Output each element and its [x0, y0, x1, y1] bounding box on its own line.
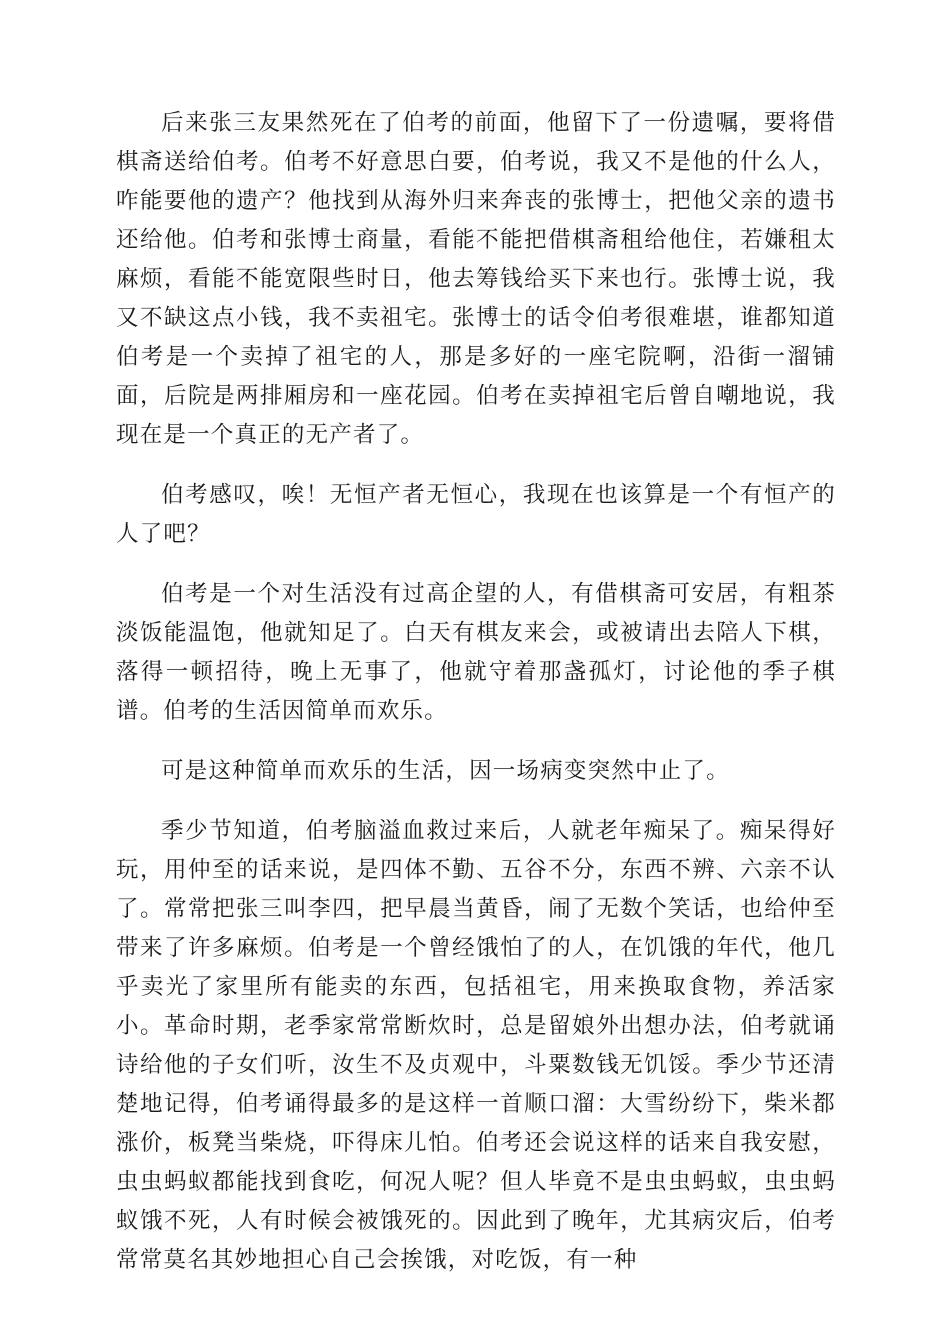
paragraph-1: 后来张三友果然死在了伯考的前面，他留下了一份遗嘱，要将借棋斋送给伯考。伯考不好意思白要，伯考说，我又不是他的什么人，咋能要他的遗产？他找到从海外归来奔丧的张博士，把他父亲的遗书还给他。伯考和张博士商量，看能不能把借棋斋租给他住，若嫌租太麻烦，看能不能宽限些时日，他去筹钱给买下来也行。张博士说，我又不缺这点小钱，我不卖祖宅。张博士的话令伯考很难堪，谁都知道伯考是一个卖掉了祖宅的人，那是多好的一座宅院啊，沿街一溜铺面，后院是两排厢房和一座花园。伯考在卖掉祖宅后曾自嘲地说，我现在是一个真正的无产者了。 [116, 110, 836, 448]
paragraph-2: 伯考感叹，唉！无恒产者无恒心，我现在也该算是一个有恒产的人了吧？ [116, 482, 836, 547]
paragraph-5: 季少节知道，伯考脑溢血救过来后，人就老年痴呆了。痴呆得好玩，用仲至的话来说，是四体不勤、五谷不分，东西不辨、六亲不认了。常常把张三叫李四，把早晨当黄昏，闹了无数个笑话，也给仲至带来了许多麻烦。伯考是一个曾经饿怕了的人，在饥饿的年代，他几乎卖光了家里所有能卖的东西，包括祖宅，用来换取食物，养活家小。革命时期，老季家常常断炊时，总是留娘外出想办法，伯考就诵诗给他的子女们听，汝生不及贞观中，斗粟数钱无饥馁。季少节还清楚地记得，伯考诵得最多的是这样一首顺口溜：大雪纷纷下，柴米都涨价，板凳当柴烧，吓得床儿怕。伯考还会说这样的话来自我安慰，虫虫蚂蚁都能找到食吃，何况人呢？但人毕竟不是虫虫蚂蚁，虫虫蚂蚁饿不死，人有时候会被饿死的。因此到了晚年，尤其病灾后，伯考常常莫名其妙地担心自己会挨饿，对吃饭，有一种 [116, 818, 836, 1273]
document-body [116, 104, 836, 1301]
paragraph-3: 伯考是一个对生活没有过高企望的人，有借棋斋可安居，有粗茶淡饭能温饱，他就知足了。白天有棋友来会，或被请出去陪人下棋，落得一顿招待，晚上无事了，他就守着那盏孤灯，讨论他的季子棋谱。伯考的生活因简单而欢乐。 [116, 581, 836, 724]
paragraph-4: 可是这种简单而欢乐的生活，因一场病变突然中止了。 [161, 758, 730, 784]
